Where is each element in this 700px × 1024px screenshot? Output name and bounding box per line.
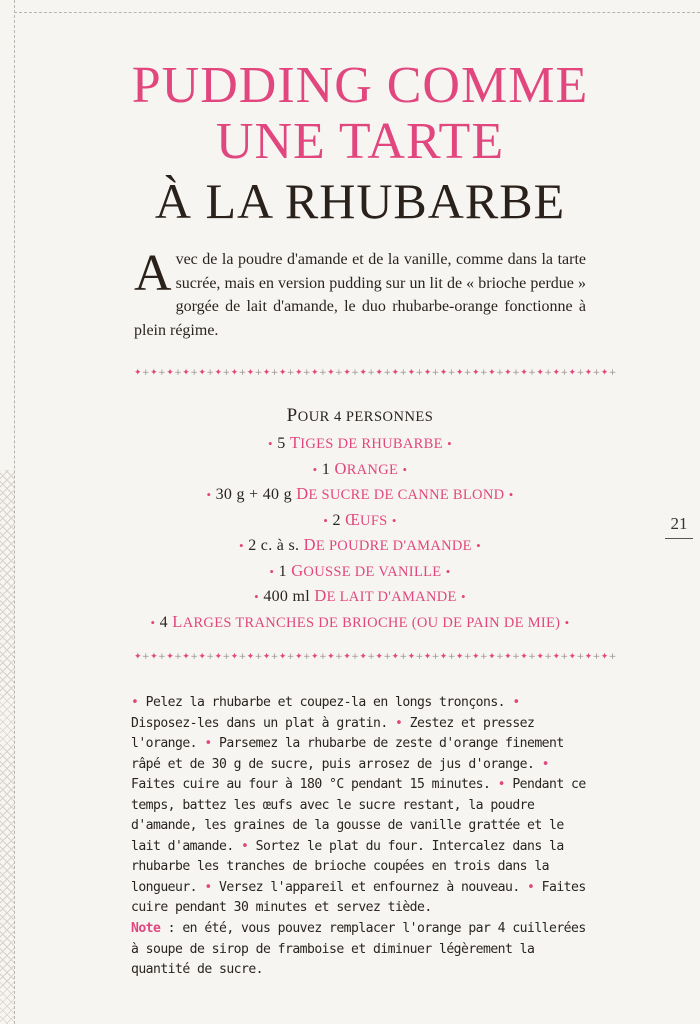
ingredient-name-initial: L	[172, 611, 183, 631]
bullet-icon: •	[269, 563, 275, 579]
ingredient-qty: 30 g + 40 g	[215, 486, 292, 503]
note-label: Note	[131, 921, 161, 936]
ingredient-name-initial: D	[303, 535, 316, 554]
ingredient-item	[80, 482, 640, 508]
bullet-icon: •	[239, 538, 244, 553]
page-edge-top	[14, 12, 700, 13]
bullet-icon: •	[323, 512, 329, 528]
ingredient-name	[296, 484, 505, 503]
ingredient-item	[80, 508, 640, 534]
ingredient-name-initial: G	[291, 560, 304, 580]
ornament-divider-top: ✦+✦+✦+✦+✦+✦+✦+✦+✦+✦+✦+✦+✦+✦+✦+✦+✦+✦+✦+✦+✦+✦+✦+✦+✦+✦+✦+✦+✦+✦+	[134, 368, 617, 378]
bullet-icon: •	[268, 436, 273, 451]
bullet-icon: •	[445, 563, 451, 579]
bullet-icon: •	[505, 695, 520, 710]
step-text: Faites cuire au four à 180 °C pendant 15 minutes.	[131, 777, 491, 792]
ingredient-name-rest: ARGES TRANCHES DE BRIOCHE (OU DE PAIN DE MIE)	[182, 614, 561, 631]
bullet-icon: •	[197, 736, 219, 751]
step-text: Versez l'appareil et enfournez à nouveau.	[219, 879, 520, 895]
bullet-icon: •	[508, 487, 514, 502]
ingredient-name-initial: D	[314, 586, 327, 605]
bullet-icon: •	[460, 589, 466, 604]
ingredient-name-rest: E SUCRE DE CANNE BLOND	[308, 487, 505, 503]
bullet-icon: •	[519, 879, 542, 895]
ingredient-name-initial: Œ	[345, 509, 361, 529]
ingredient-name	[289, 433, 443, 452]
ingredient-qty: 5	[277, 435, 286, 452]
step-text: Parsemez la rhubarbe de zeste d'orange finement râpé et de 30 g de sucre, puis arrosez de jus d'orange.	[131, 736, 564, 772]
title-line-2: UNE TARTE	[215, 113, 505, 170]
ingredient-qty: 400 ml	[263, 588, 311, 605]
ingredient-name-rest: RANGE	[346, 461, 399, 478]
ingredient-name-rest: IGES DE RHUBARBE	[300, 436, 443, 452]
ingredient-item	[80, 610, 640, 636]
ornament-divider-bottom: ✦+✦+✦+✦+✦+✦+✦+✦+✦+✦+✦+✦+✦+✦+✦+✦+✦+✦+✦+✦+✦+✦+✦+✦+✦+✦+✦+✦+✦+✦+	[134, 652, 617, 662]
bullet-icon: •	[476, 538, 481, 553]
ingredient-name-initial: O	[334, 458, 347, 478]
step-text: Faites cuire pendant 30 minutes et servez tiède.	[131, 879, 586, 915]
step-text: Pendant ce temps, battez les œufs avec le sucre restant, la poudre d'amande, les graines de la gousse de vanille grattée et le lait d'amande.	[131, 777, 586, 854]
ingredient-qty: 2	[332, 511, 341, 529]
step-text: Disposez-les dans un plat à gratin.	[131, 715, 388, 731]
bullet-icon: •	[131, 695, 146, 710]
ingredient-qty: 1	[278, 562, 287, 580]
ingredient-name	[345, 509, 388, 529]
preparation-steps	[131, 693, 586, 919]
ingredients-list	[80, 431, 640, 635]
bullet-icon: •	[312, 461, 318, 477]
ingredient-name-rest: UFS	[360, 512, 388, 529]
recipe-note	[131, 919, 586, 981]
ingredient-qty: 2 c. à s.	[248, 537, 300, 554]
bullet-icon: •	[402, 461, 408, 477]
title-line-3: À LA RHUBARBE	[154, 173, 566, 229]
ingredient-name-rest: E LAIT D'AMANDE	[326, 589, 457, 605]
title-line-1: PUDDING COMME	[131, 57, 589, 114]
bullet-icon: •	[387, 715, 410, 731]
bullet-icon: •	[564, 614, 570, 630]
bullet-icon: •	[150, 614, 156, 630]
ingredient-name	[303, 535, 472, 554]
intro-dropcap: A	[134, 245, 172, 302]
page-number: 21	[665, 514, 693, 539]
bullet-icon: •	[391, 512, 397, 528]
bullet-icon: •	[197, 879, 219, 895]
ingredient-name	[172, 611, 561, 631]
bullet-icon: •	[534, 756, 549, 772]
bullet-icon: •	[447, 436, 452, 451]
step-text: Pelez la rhubarbe et coupez-la en longs tronçons.	[145, 695, 505, 710]
recipe-title	[40, 58, 680, 230]
note-text: : en été, vous pouvez remplacer l'orange par 4 cuillerées à soupe de sirop de framboise et diminuer légèrement la quantité de sucre.	[131, 921, 586, 977]
intro-paragraph	[134, 245, 586, 342]
bullet-icon: •	[490, 777, 513, 792]
ingredients-heading-initial: P	[286, 405, 298, 426]
ingredient-name-initial: T	[289, 433, 301, 452]
decorative-lattice	[0, 470, 14, 1024]
ingredient-item	[80, 533, 640, 559]
ingredient-item	[80, 457, 640, 483]
ingredient-qty: 4	[159, 613, 168, 631]
ingredient-name-rest: OUSSE DE VANILLE	[303, 563, 442, 580]
bullet-icon: •	[233, 838, 256, 854]
ingredient-item	[80, 559, 640, 585]
ingredient-name	[291, 560, 442, 580]
ingredient-name	[314, 586, 457, 605]
ingredient-item	[80, 584, 640, 610]
ingredients-heading-text: OUR 4 PERSONNES	[297, 409, 434, 425]
ingredient-name	[334, 458, 399, 478]
bullet-icon: •	[254, 589, 260, 604]
ingredient-qty: 1	[321, 460, 331, 478]
bullet-icon: •	[206, 487, 212, 502]
ingredients-heading	[130, 405, 590, 427]
intro-text: vec de la poudre d'amande et de la vanille, comme dans la tarte sucrée, mais en version pudding sur un lit de « brioche perdue » gorgée de lait d'amande, le duo rhubarbe-orange fonctionne à plein régime.	[134, 251, 586, 339]
step-text: Zestez et pressez l'orange.	[131, 715, 535, 751]
ingredient-item	[80, 431, 640, 457]
step-text: Sortez le plat du four. Intercalez dans la rhubarbe les tranches de brioche coupées en trois dans la longueur.	[131, 838, 564, 895]
ingredient-name-rest: E POUDRE D'AMANDE	[315, 538, 472, 554]
ingredient-name-initial: D	[296, 484, 309, 503]
